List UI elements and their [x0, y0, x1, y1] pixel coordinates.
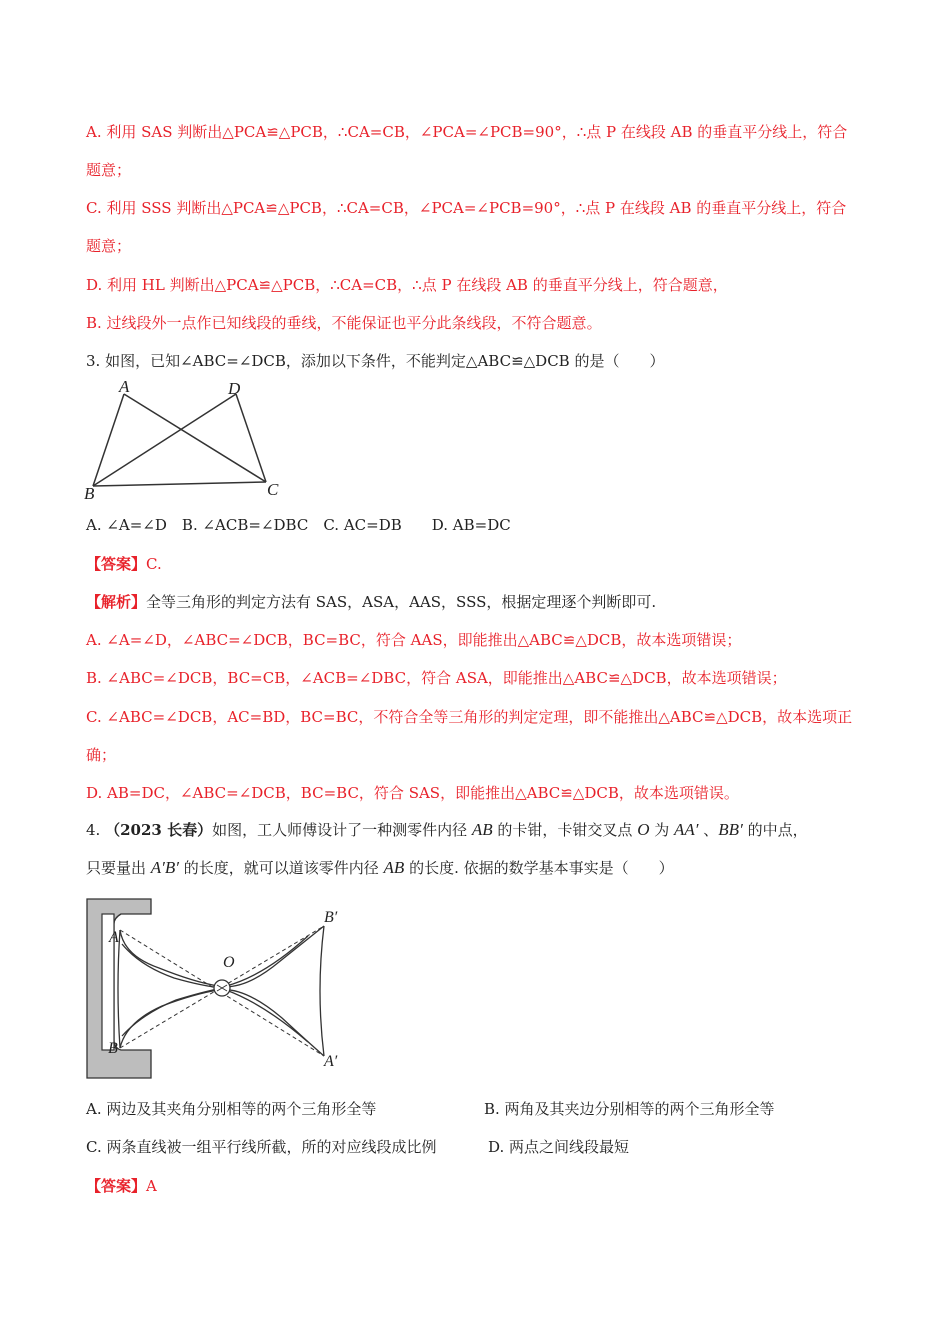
question-4-option-c: C. 两条直线被一组平行线所截，所的对应线段成比例	[86, 1138, 437, 1156]
explanation-line-c-cont: 题意；	[86, 237, 132, 255]
question-3-text: 3. 如图，已知∠ABC=∠DCB，添加以下条件，不能判定△ABC≌△DCB 的是（ ）	[86, 352, 665, 370]
answer-value: A	[146, 1177, 157, 1195]
question-3-options: A. ∠A=∠D B. ∠ACB=∠DBC C. AC=DB D. AB=DC	[86, 516, 511, 534]
explanation-line-b: B. 过线段外一点作已知线段的垂线，不能保证也平分此条线段，不符合题意。	[86, 314, 602, 332]
label-a-prime: A′	[324, 1053, 338, 1070]
question-4-text-part: 的卡钳，卡钳交叉点	[492, 821, 638, 839]
label-d: D	[228, 379, 241, 398]
workpiece	[87, 899, 151, 1078]
segment-bc	[93, 482, 266, 486]
explanation-line-c: C. 利用 SSS 判断出△PCA≌△PCB，∴CA=CB，∠PCA=∠PCB=90°，∴点 P 在线段 AB 的垂直平分线上，符合	[86, 199, 847, 217]
caliper-arm-right-lower	[226, 990, 308, 1042]
answer-3	[86, 554, 162, 574]
explanation-line-a: A. 利用 SAS 判断出△PCA≌△PCB，∴CA=CB，∠PCA=∠PCB=90°，∴点 P 在线段 AB 的垂直平分线上，符合	[86, 123, 848, 141]
label-b-prime: B′	[324, 909, 338, 926]
label-c: C	[267, 480, 279, 499]
segment-dc	[236, 394, 266, 482]
question-4-text-part: 为	[649, 821, 675, 839]
math-bb-prime: BB′	[718, 820, 743, 839]
question-4-text-part: 、	[698, 821, 719, 839]
question-4-text-part: 的中点，	[742, 821, 808, 839]
analysis-line-d: D. AB=DC，∠ABC=∠DCB，BC=BC，符合 SAS，即能推出△ABC≌△DCB，故本选项错误。	[86, 784, 739, 802]
segment-ac	[124, 394, 266, 482]
label-a: A	[119, 378, 130, 396]
answer-4	[86, 1176, 157, 1196]
caliper-arm-lower-inner	[122, 988, 222, 1036]
figure-3-triangles	[84, 378, 294, 502]
caliper-arm-lower-outer	[120, 990, 324, 1056]
question-4-option-d: D. 两点之间线段最短	[488, 1138, 630, 1156]
question-4-line-2	[86, 858, 674, 878]
analysis-line-c-cont: 确；	[86, 746, 117, 764]
math-ab: AB	[383, 858, 405, 877]
math-apbp: A′B′	[150, 858, 179, 877]
question-4-option-a: A. 两边及其夹角分别相等的两个三角形全等	[86, 1100, 377, 1118]
question-4-text-part: 的长度. 依据的数学基本事实是（ ）	[404, 859, 674, 877]
answer-label: 【答案】	[86, 1177, 147, 1195]
label-a: A	[109, 929, 119, 946]
caliper-arm-upper-outer	[120, 926, 324, 987]
analysis-line-a: A. ∠A=∠D，∠ABC=∠DCB，BC=BC，符合 AAS，即能推出△ABC≌△DCB，故本选项错误；	[86, 631, 742, 649]
analysis-line-b: B. ∠ABC=∠DCB，BC=CB，∠ACB=∠DBC，符合 ASA，即能推出△ABC≌△DCB，故本选项错误；	[86, 669, 787, 687]
math-ab: AB	[471, 820, 493, 839]
answer-label: 【答案】	[86, 555, 147, 573]
question-4-line-1	[86, 820, 808, 840]
label-b: B	[108, 1040, 118, 1057]
label-o: O	[223, 954, 235, 971]
question-4-text-part: 的长度，就可以道该零件内径	[179, 859, 384, 877]
math-aa-prime: AA′	[674, 820, 699, 839]
analysis-line-c: C. ∠ABC=∠DCB，AC=BD，BC=BC，不符合全等三角形的判定定理，即不能推出△ABC≌△DCB，故本选项正	[86, 708, 853, 726]
question-4-text-part: 如图，工人师傅设计了一种测零件内径	[212, 821, 472, 839]
analysis-3	[86, 592, 656, 612]
caliper-right-edge	[320, 926, 324, 1056]
label-b: B	[84, 484, 95, 502]
explanation-line-a-cont: 题意；	[86, 161, 132, 179]
answer-value: C.	[146, 555, 162, 573]
segment-ab	[93, 394, 124, 486]
caliper-left-edge	[118, 930, 120, 1048]
analysis-text: 全等三角形的判定方法有 SAS，ASA，AAS，SSS，根据定理逐个判断即可.	[146, 593, 657, 611]
caliper-arm-upper-inner	[122, 944, 222, 988]
question-4-text-part: 只要量出	[86, 859, 151, 877]
segment-db	[93, 394, 236, 486]
analysis-label: 【解析】	[86, 593, 147, 611]
math-o: O	[637, 820, 650, 839]
question-4-source: （2023 长春）	[105, 821, 213, 839]
question-4-number: 4.	[86, 821, 106, 839]
figure-4-caliper	[84, 896, 354, 1082]
explanation-line-d: D. 利用 HL 判断出△PCA≌△PCB，∴CA=CB，∴点 P 在线段 AB 的垂直平分线上，符合题意，	[86, 276, 728, 294]
question-4-option-b: B. 两角及其夹边分别相等的两个三角形全等	[484, 1100, 775, 1118]
